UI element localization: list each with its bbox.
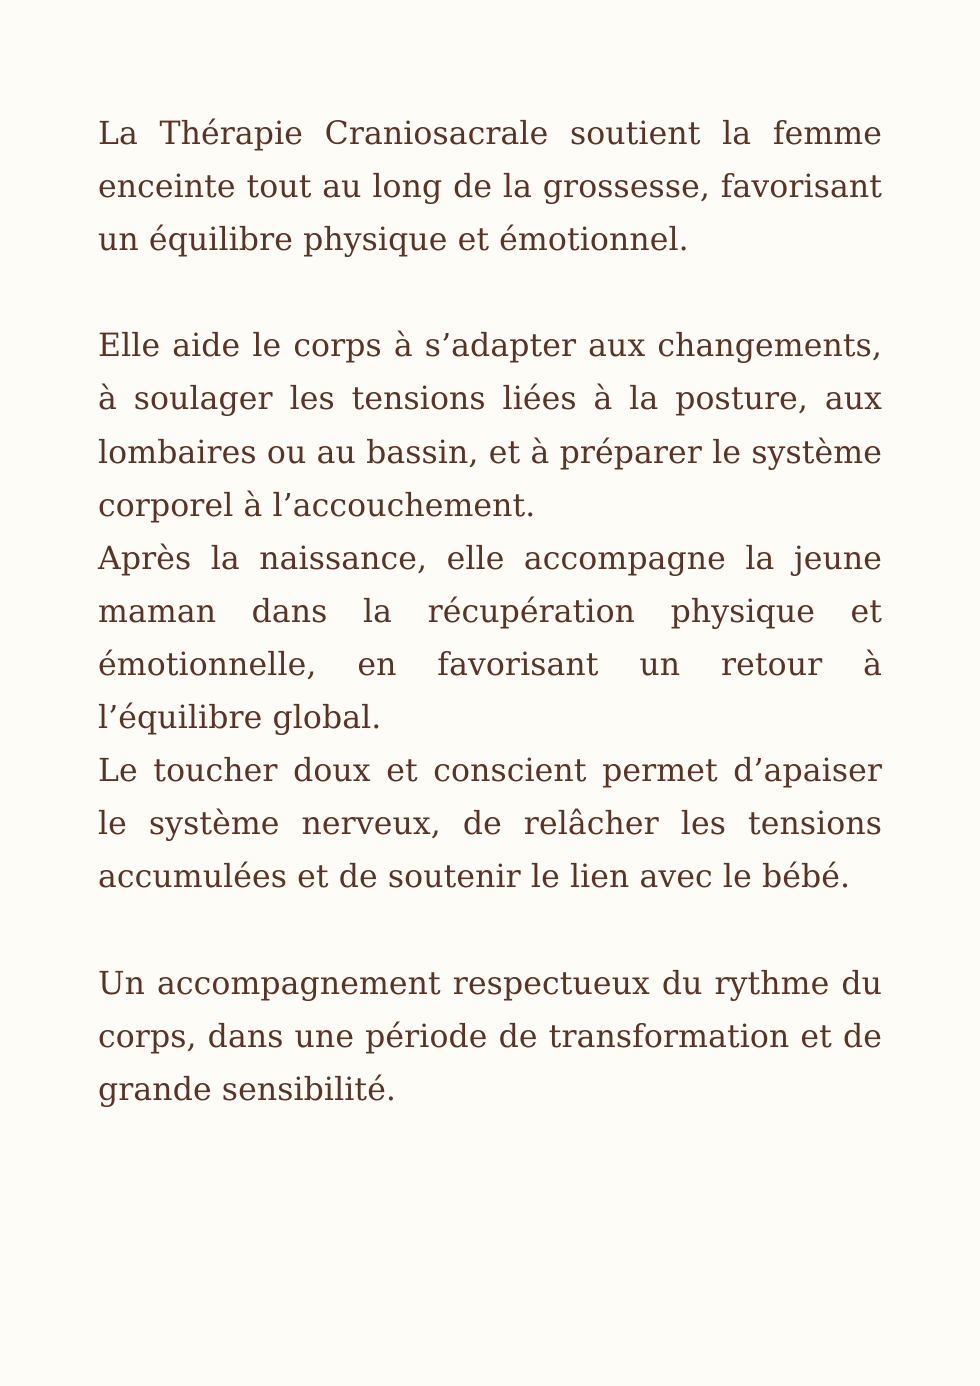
paragraph-conclusion: Un accompagnement respectueux du rythme du corps, dans une période de transformation et de grande sensibilité. [98, 965, 882, 1108]
paragraph-pregnancy-benefits: Elle aide le corps à s’adapter aux changements, à soulager les tensions liées à la posture, aux lombaires ou au bassin, et à préparer le système corporel à l’accouchement. [98, 328, 882, 524]
paragraph-spacer [98, 904, 882, 957]
paragraph-postpartum: Après la naissance, elle accompagne la jeune maman dans la récupération physique et émotionnelle, en favorisant un retour à l’équilibre global. [98, 540, 882, 737]
paragraph-gentle-touch: Le toucher doux et conscient permet d’apaiser le système nerveux, de relâcher les tensions accumulées et de soutenir le lien avec le bébé. [98, 753, 882, 896]
document-body [98, 108, 882, 1117]
paragraph-intro: La Thérapie Craniosacrale soutient la femme enceinte tout au long de la grossesse, favorisant un équilibre physique et émotionnel. [98, 116, 882, 259]
paragraph-spacer [98, 267, 882, 320]
